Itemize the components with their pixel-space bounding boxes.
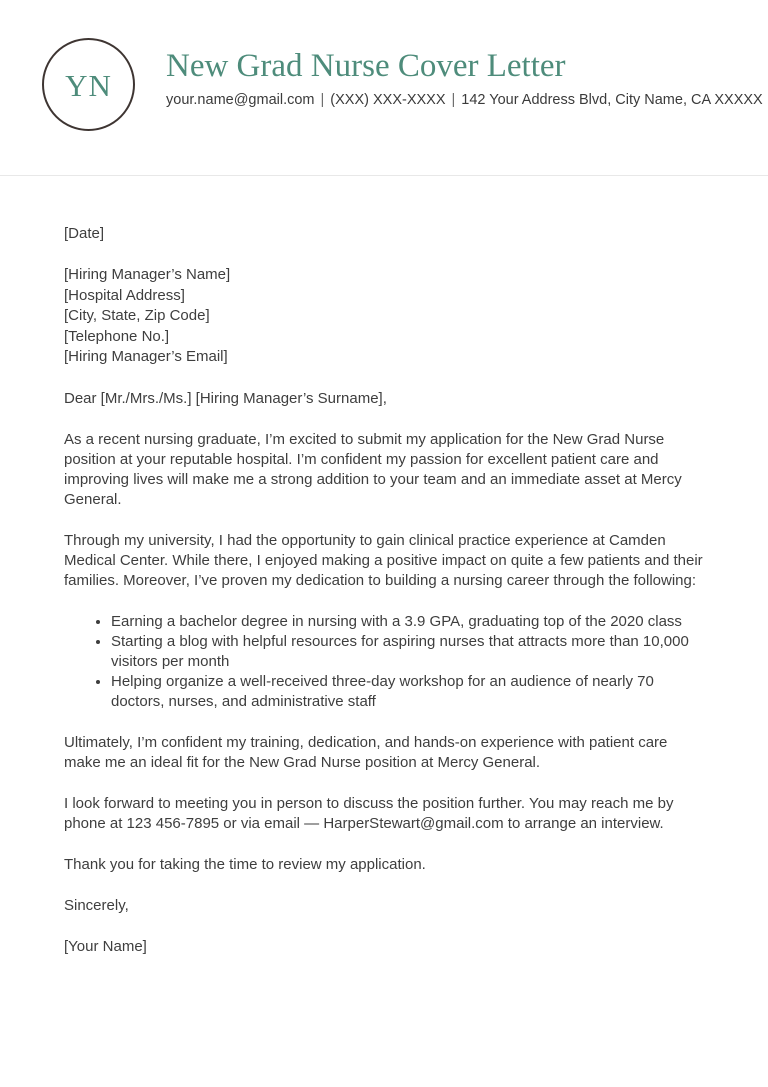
bullet-item: • Starting a blog with helpful resources for aspiring nurses that attracts more than 10,000 visitors per month xyxy=(111,632,692,672)
body-paragraph-1: As a recent nursing graduate, I’m excited to submit my application for the New Grad Nurse position at your reputable hospital. I’m confident my passion for excellent patient care and improving lives will make me a strong addition to your team and an immediate asset at Mercy General. xyxy=(64,430,682,508)
sign-off: Sincerely, xyxy=(64,896,129,914)
recipient-line: [Hospital Address] xyxy=(64,286,185,304)
page-title: New Grad Nurse Cover Letter xyxy=(166,48,566,84)
contact-separator: | xyxy=(451,92,456,108)
letter-header xyxy=(0,0,768,131)
contact-email: your.name@gmail.com xyxy=(166,92,315,108)
contact-info xyxy=(166,92,763,108)
header-text-block xyxy=(166,38,763,108)
letter-body xyxy=(0,176,768,957)
monogram-badge xyxy=(42,38,135,131)
monogram-initials: YN xyxy=(65,67,112,103)
signature-placeholder: [Your Name] xyxy=(64,937,147,955)
date-placeholder: [Date] xyxy=(64,225,105,242)
contact-phone: (XXX) XXX-XXXX xyxy=(330,92,446,108)
recipient-line: [Hiring Manager’s Name] xyxy=(64,266,231,283)
recipient-line: [City, State, Zip Code] xyxy=(64,307,210,324)
qualifications-list xyxy=(64,612,692,712)
contact-separator: | xyxy=(320,92,325,108)
recipient-line: [Hiring Manager’s Email] xyxy=(64,348,228,365)
body-paragraph-2: Through my university, I had the opportunity to gain clinical practice experience at Camden Medical Center. While there, I enjoyed making a positive impact on quite a few patients and their families. Moreover, I’ve proven my dedication to building a nursing career through the following: xyxy=(64,531,703,589)
salutation: Dear [Mr./Mrs./Ms.] [Hiring Manager’s Surname], xyxy=(64,389,387,407)
body-paragraph-3: Ultimately, I’m confident my training, dedication, and hands-on experience with patient care make me an ideal fit for the New Grad Nurse position at Mercy General. xyxy=(64,733,668,771)
body-paragraph-5: Thank you for taking the time to review my application. xyxy=(64,855,426,873)
recipient-line: [Telephone No.] xyxy=(64,327,170,345)
body-paragraph-4: I look forward to meeting you in person to discuss the position further. You may reach me by phone at 123 456-7895 or via email — HarperStewart@gmail.com to arrange an interview. xyxy=(64,794,674,832)
bullet-item: • Helping organize a well-received three-day workshop for an audience of nearly 70 doctors, nurses, and administrative staff xyxy=(111,672,692,712)
bullet-item: • Earning a bachelor degree in nursing with a 3.9 GPA, graduating top of the 2020 class xyxy=(111,612,692,632)
recipient-block xyxy=(64,265,709,368)
contact-address: 142 Your Address Blvd, City Name, CA XXXXX xyxy=(461,92,763,108)
